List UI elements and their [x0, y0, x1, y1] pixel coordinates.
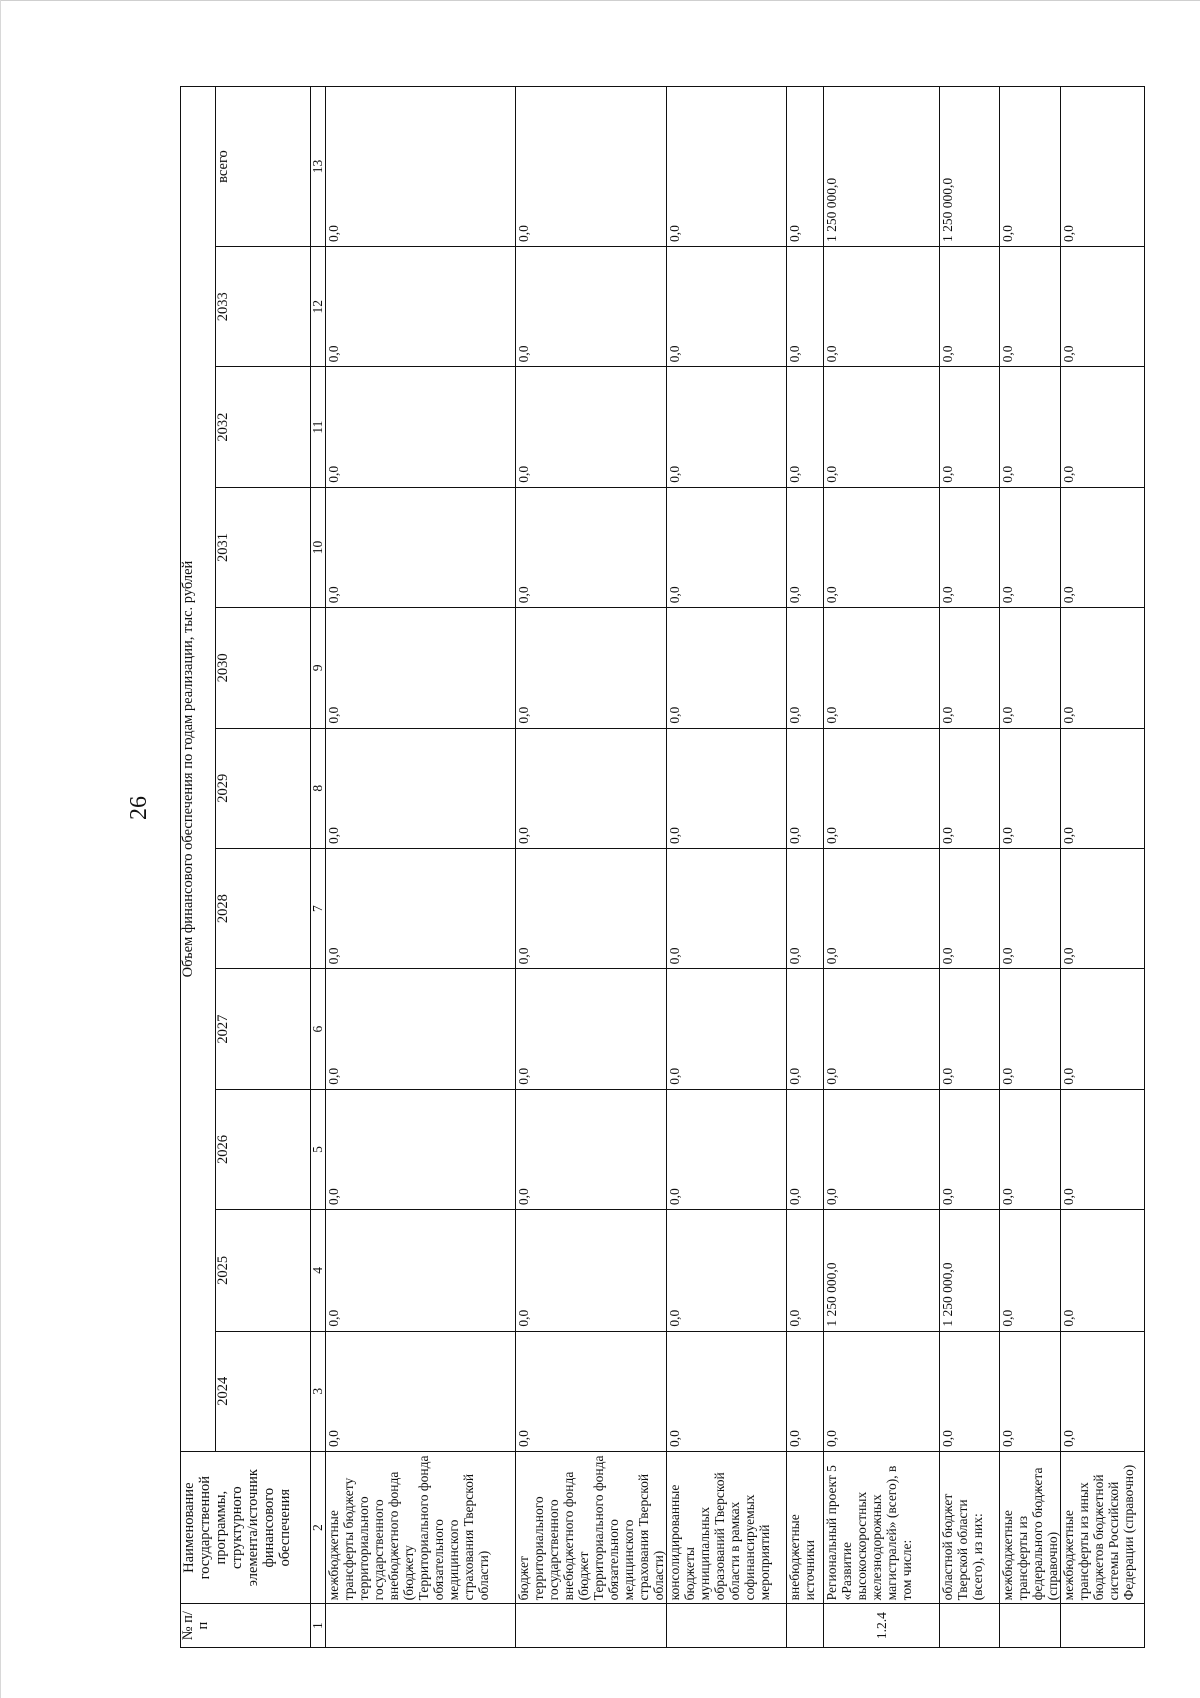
row-value-cell: 0,0: [667, 1089, 787, 1209]
row-number-cell: [940, 1604, 1000, 1648]
row-value-cell: 0,0: [516, 487, 667, 607]
row-value-cell: 0,0: [516, 1210, 667, 1331]
row-value-cell: 0,0: [516, 848, 667, 968]
row-total-cell: 0,0: [516, 87, 667, 247]
row-value-cell: 0,0: [326, 367, 516, 487]
row-number-cell: 1.2.4: [824, 1604, 940, 1648]
row-number-cell: [326, 1604, 516, 1648]
row-value-cell: 0,0: [1000, 608, 1061, 728]
row-value-cell: 0,0: [516, 367, 667, 487]
row-value-cell: 0,0: [824, 1331, 940, 1451]
row-total-cell: 0,0: [1061, 87, 1145, 247]
scan-edge-top: [0, 0, 1200, 1]
row-number-cell: [787, 1604, 824, 1648]
row-value-cell: 0,0: [1061, 1331, 1145, 1451]
table-row: [940, 87, 1000, 1648]
table-row: [787, 87, 824, 1648]
row-value-cell: 0,0: [667, 969, 787, 1089]
header-year: 2031: [216, 487, 311, 607]
row-value-cell: 0,0: [1000, 848, 1061, 968]
row-value-cell: 0,0: [326, 1331, 516, 1451]
row-value-cell: 0,0: [824, 608, 940, 728]
row-value-cell: 1 250 000,0: [824, 1210, 940, 1331]
row-value-cell: 0,0: [326, 728, 516, 848]
row-value-cell: 0,0: [667, 848, 787, 968]
column-number: 6: [311, 969, 326, 1089]
scan-edge-left: [0, 0, 1, 1698]
row-number-cell: [1061, 1604, 1145, 1648]
header-year: 2033: [216, 247, 311, 367]
column-number: 9: [311, 608, 326, 728]
column-number: 1: [311, 1604, 326, 1648]
table-row: [516, 87, 667, 1648]
row-total-cell: 1 250 000,0: [940, 87, 1000, 247]
row-value-cell: 0,0: [824, 969, 940, 1089]
row-total-cell: 0,0: [1000, 87, 1061, 247]
header-year: 2025: [216, 1210, 311, 1331]
row-value-cell: 0,0: [824, 247, 940, 367]
header-year: 2030: [216, 608, 311, 728]
header-year: 2032: [216, 367, 311, 487]
row-value-cell: 0,0: [824, 848, 940, 968]
header-year: 2028: [216, 848, 311, 968]
table-row: [824, 87, 940, 1648]
row-value-cell: 0,0: [516, 608, 667, 728]
row-value-cell: 0,0: [787, 848, 824, 968]
row-value-cell: 0,0: [516, 247, 667, 367]
row-value-cell: 0,0: [667, 247, 787, 367]
row-value-cell: 0,0: [940, 487, 1000, 607]
row-value-cell: 0,0: [1061, 848, 1145, 968]
column-number: 5: [311, 1089, 326, 1209]
column-number: 7: [311, 848, 326, 968]
row-name-cell: межбюджетные трансферты из иных бюджетов бюджетной системы Российской Федерации (справочно): [1061, 1451, 1145, 1603]
row-value-cell: 0,0: [824, 367, 940, 487]
row-total-cell: 1 250 000,0: [824, 87, 940, 247]
row-name-cell: межбюджетные трансферты бюджету территориального государственного внебюджетного фонда (бюджету Территориального фонда обязательного медицинского страхования Тверской области): [326, 1451, 516, 1603]
row-value-cell: 0,0: [787, 1089, 824, 1209]
row-value-cell: 0,0: [1000, 728, 1061, 848]
row-value-cell: 0,0: [787, 1331, 824, 1451]
row-value-cell: 0,0: [667, 367, 787, 487]
row-total-cell: 0,0: [326, 87, 516, 247]
row-number-cell: [516, 1604, 667, 1648]
table-body: [326, 87, 1145, 1648]
row-value-cell: 0,0: [1000, 1210, 1061, 1331]
row-value-cell: 0,0: [787, 247, 824, 367]
rotated-table-container: [180, 86, 1136, 1648]
row-value-cell: 0,0: [326, 1089, 516, 1209]
row-value-cell: 0,0: [326, 608, 516, 728]
row-value-cell: 0,0: [1000, 247, 1061, 367]
table-row: [1000, 87, 1061, 1648]
column-number: 13: [311, 87, 326, 247]
header-name: Наименование государственной программы, структурного элемента/источник финансового обеспечения: [181, 1451, 311, 1603]
page-number: 26: [126, 796, 152, 820]
column-number: 3: [311, 1331, 326, 1451]
row-value-cell: 0,0: [516, 969, 667, 1089]
row-value-cell: 0,0: [516, 728, 667, 848]
row-value-cell: 0,0: [1061, 1210, 1145, 1331]
row-value-cell: 0,0: [326, 848, 516, 968]
financing-table: [180, 86, 1145, 1648]
row-value-cell: 0,0: [1061, 608, 1145, 728]
row-value-cell: 0,0: [940, 1089, 1000, 1209]
column-number: 8: [311, 728, 326, 848]
row-name-cell: консолидированные бюджеты муниципальных образований Тверской области в рамках софинансируемых мероприятий: [667, 1451, 787, 1603]
row-value-cell: 0,0: [326, 487, 516, 607]
row-value-cell: 0,0: [787, 1210, 824, 1331]
row-number-cell: [667, 1604, 787, 1648]
row-number-cell: [1000, 1604, 1061, 1648]
row-name-cell: внебюджетные источники: [787, 1451, 824, 1603]
row-value-cell: 0,0: [1061, 728, 1145, 848]
row-value-cell: 1 250 000,0: [940, 1210, 1000, 1331]
row-value-cell: 0,0: [326, 1210, 516, 1331]
row-value-cell: 0,0: [516, 1331, 667, 1451]
row-value-cell: 0,0: [1061, 1089, 1145, 1209]
row-value-cell: 0,0: [516, 1089, 667, 1209]
row-value-cell: 0,0: [787, 487, 824, 607]
row-value-cell: 0,0: [940, 969, 1000, 1089]
row-value-cell: 0,0: [824, 728, 940, 848]
row-value-cell: 0,0: [787, 969, 824, 1089]
column-number: 4: [311, 1210, 326, 1331]
row-total-cell: 0,0: [667, 87, 787, 247]
row-value-cell: 0,0: [1000, 1089, 1061, 1209]
header-total: всего: [216, 87, 311, 247]
row-name-cell: Региональный проект 5 «Развитие высокоскоростных железнодорожных магистралей» (всего), в том числе:: [824, 1451, 940, 1603]
column-number: 2: [311, 1451, 326, 1603]
row-name-cell: межбюджетные трансферты из федерального бюджета (справочно): [1000, 1451, 1061, 1603]
row-name-cell: областной бюджет Тверской области (всего), из них:: [940, 1451, 1000, 1603]
row-value-cell: 0,0: [1000, 1331, 1061, 1451]
row-value-cell: 0,0: [667, 1210, 787, 1331]
row-value-cell: 0,0: [1061, 247, 1145, 367]
column-number: 11: [311, 367, 326, 487]
header-year: 2024: [216, 1331, 311, 1451]
row-value-cell: 0,0: [1000, 969, 1061, 1089]
row-value-cell: 0,0: [667, 1331, 787, 1451]
row-value-cell: 0,0: [1061, 367, 1145, 487]
row-value-cell: 0,0: [326, 247, 516, 367]
row-value-cell: 0,0: [940, 848, 1000, 968]
row-value-cell: 0,0: [667, 608, 787, 728]
row-total-cell: 0,0: [787, 87, 824, 247]
row-value-cell: 0,0: [940, 1331, 1000, 1451]
header-year: 2027: [216, 969, 311, 1089]
table-row: [1061, 87, 1145, 1648]
row-value-cell: 0,0: [1000, 367, 1061, 487]
row-value-cell: 0,0: [1061, 487, 1145, 607]
row-value-cell: 0,0: [787, 367, 824, 487]
column-number: 12: [311, 247, 326, 367]
row-value-cell: 0,0: [940, 608, 1000, 728]
row-value-cell: 0,0: [940, 367, 1000, 487]
header-group: Объем финансового обеспечения по годам реализации, тыс. рублей: [181, 87, 216, 1452]
row-value-cell: 0,0: [326, 969, 516, 1089]
row-value-cell: 0,0: [667, 487, 787, 607]
row-name-cell: бюджет территориального государственного внебюджетного фонда (бюджет Территориального фонда обязательного медицинского страхования Тверской области): [516, 1451, 667, 1603]
row-value-cell: 0,0: [940, 247, 1000, 367]
row-value-cell: 0,0: [824, 1089, 940, 1209]
row-value-cell: 0,0: [787, 728, 824, 848]
row-value-cell: 0,0: [1061, 969, 1145, 1089]
table-row: [326, 87, 516, 1648]
header-year: 2026: [216, 1089, 311, 1209]
header-year: 2029: [216, 728, 311, 848]
row-value-cell: 0,0: [1000, 487, 1061, 607]
row-value-cell: 0,0: [787, 608, 824, 728]
row-value-cell: 0,0: [667, 728, 787, 848]
header-num: № п/п: [181, 1604, 311, 1648]
column-number: 10: [311, 487, 326, 607]
row-value-cell: 0,0: [824, 487, 940, 607]
table-row: [667, 87, 787, 1648]
row-value-cell: 0,0: [940, 728, 1000, 848]
